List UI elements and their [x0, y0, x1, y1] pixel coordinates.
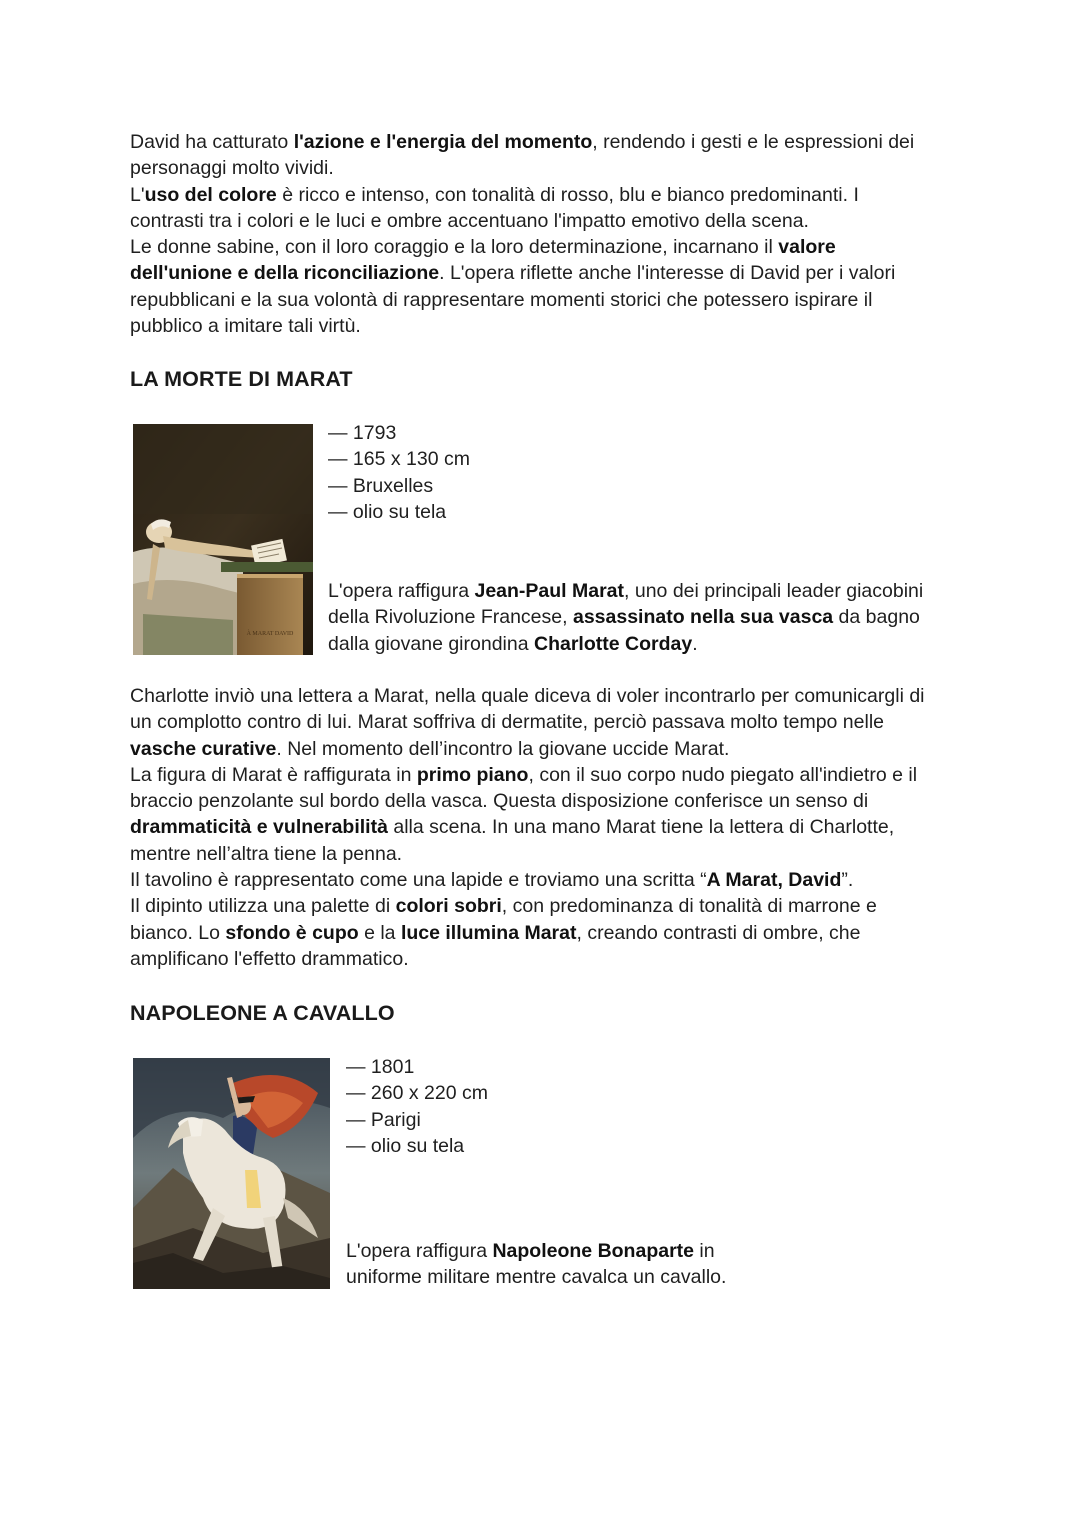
marat-details-list — [328, 420, 470, 525]
section-heading-napoleone: NAPOLEONE A CAVALLO — [130, 1001, 395, 1025]
painting-death-of-marat — [133, 424, 313, 655]
text-line: David ha catturato l'azione e l'energia del momento, rendendo i gesti e le espressioni dei — [130, 131, 915, 153]
detail-technique: — olio su tela — [346, 1133, 488, 1159]
text-line: amplificano l'effetto drammatico. — [130, 947, 409, 970]
text-line: repubblicani e la sua volontà di rappresentare momenti storici che potessero ispirare il — [130, 288, 873, 311]
text-line: L'opera raffigura Napoleone Bonaparte in — [346, 1240, 715, 1262]
text-line: dell'unione e della riconciliazione. L'opera riflette anche l'interesse di David per i valori — [130, 262, 896, 285]
text-line: Charlotte inviò una lettera a Marat, nella quale diceva di voler incontrarlo per comunicargli di — [130, 685, 925, 707]
detail-year: — 1801 — [346, 1054, 488, 1080]
detail-location: — Parigi — [346, 1107, 488, 1133]
detail-technique: — olio su tela — [328, 499, 470, 525]
text-line: vasche curative. Nel momento dell’incontro la giovane uccide Marat. — [130, 737, 730, 760]
text-line: un complotto contro di lui. Marat soffriva di dermatite, perciò passava molto tempo nelle — [130, 711, 885, 734]
section-heading-marat: LA MORTE DI MARAT — [130, 367, 353, 391]
text-line: personaggi molto vividi. — [130, 157, 334, 180]
text-line: L'opera raffigura Jean-Paul Marat, uno dei principali leader giacobini — [328, 580, 924, 602]
text-line: Le donne sabine, con il loro coraggio e la loro determinazione, incarnano il valore — [130, 236, 836, 259]
napoleone-details-list — [346, 1054, 488, 1159]
text-line: La figura di Marat è raffigurata in primo piano, con il suo corpo nudo piegato all'indietro e il — [130, 763, 918, 786]
detail-dimensions: — 260 x 220 cm — [346, 1080, 488, 1106]
intro-paragraph — [130, 129, 914, 339]
text-line: drammaticità e vulnerabilità alla scena. In una mano Marat tiene la lettera di Charlotte, — [130, 816, 895, 839]
text-line: braccio penzolante sul bordo della vasca. Questa disposizione conferisce un senso di — [130, 790, 869, 813]
text-line: dalla giovane girondina Charlotte Corday. — [328, 632, 698, 655]
text-line: della Rivoluzione Francese, assassinato nella sua vasca da bagno — [328, 606, 920, 629]
napoleone-description — [346, 1238, 726, 1291]
text-line: Il dipinto utilizza una palette di colori sobri, con predominanza di tonalità di marrone e — [130, 895, 877, 918]
tombstone-inscription: À MARAT DAVID — [246, 631, 294, 637]
text-line: pubblico a imitare tali virtù. — [130, 315, 361, 338]
text-line: L'uso del colore è ricco e intenso, con tonalità di rosso, blu e bianco predominanti. I — [130, 183, 859, 206]
text-line: contrasti tra i colori e le luci e ombre accentuano l'impatto emotivo della scena. — [130, 209, 809, 232]
text-line: mentre nell’altra tiene la penna. — [130, 842, 403, 865]
text-line: Il tavolino è rappresentato come una lapide e troviamo una scritta “A Marat, David”. — [130, 869, 854, 892]
detail-year: — 1793 — [328, 420, 470, 446]
detail-dimensions: — 165 x 130 cm — [328, 446, 470, 472]
text-line: bianco. Lo sfondo è cupo e la luce illumina Marat, creando contrasti di ombre, che — [130, 921, 861, 944]
marat-description — [328, 578, 923, 657]
detail-location: — Bruxelles — [328, 473, 470, 499]
painting-napoleon-crossing-alps — [133, 1058, 330, 1289]
text-line: uniforme militare mentre cavalca un cavallo. — [346, 1266, 727, 1289]
marat-body-paragraph — [130, 683, 925, 972]
